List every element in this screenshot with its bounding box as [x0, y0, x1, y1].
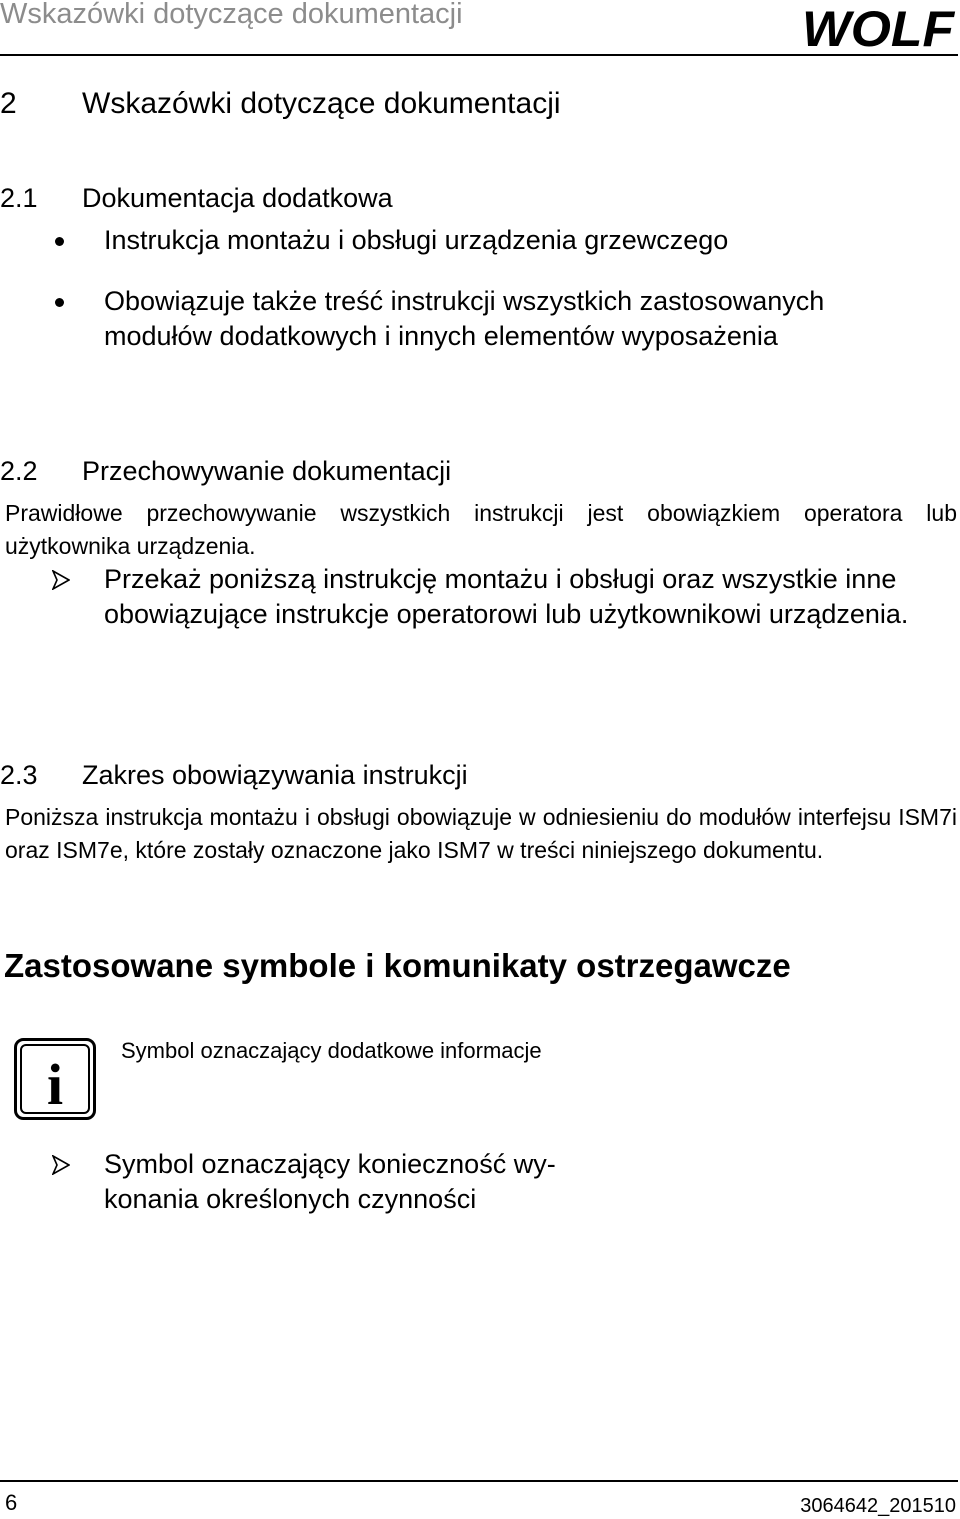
- arrowhead-icon: [52, 570, 70, 590]
- section-title: Zakres obowiązywania instrukcji: [82, 760, 468, 790]
- section-number: 2: [0, 87, 17, 120]
- action-symbol-description: Symbol oznaczający konieczność wy-konania określonych czynności: [104, 1149, 556, 1214]
- additional-docs-list: [0, 223, 958, 354]
- section-number: 2.1: [0, 183, 38, 213]
- svg-text:i: i: [46, 1052, 64, 1117]
- wolf-logo: [800, 2, 958, 52]
- action-text: Przekaż poniższą instrukcję montażu i obsługi oraz wszystkie inne obowiązujące instrukcje operatorowi lub użytkownikowi urządzenia.: [104, 564, 909, 629]
- list-item-text: Obowiązuje także treść instrukcji wszystkich zastosowanych modułów dodatkowych i innych elementów wyposażenia: [104, 286, 825, 351]
- footer-rule: [0, 1480, 958, 1482]
- action-symbol-row: [0, 1147, 958, 1217]
- section-title: Przechowywanie dokumentacji: [82, 456, 452, 486]
- storage-paragraph: Prawidłowe przechowywanie wszystkich instrukcji jest obowiązkiem operatora lub użytkownika urządzenia.: [5, 500, 957, 559]
- scope-paragraph: Poniższa instrukcja montażu i obsługi obowiązuje w odniesieniu do modułów interfejsu ISM7i oraz ISM7e, które zostały oznaczone jako ISM7 w treści niniejszego dokumentu.: [5, 804, 957, 863]
- section-2-1-heading: [0, 182, 958, 216]
- section-title: Wskazówki dotyczące dokumentacji: [82, 87, 561, 120]
- info-icon: [14, 1038, 96, 1120]
- section-2-3-heading: [0, 759, 958, 793]
- running-header-title: Wskazówki dotyczące dokumentacji: [0, 0, 463, 30]
- list-item-text: Instrukcja montażu i obsługi urządzenia grzewczego: [104, 225, 729, 255]
- info-symbol-description: Symbol oznaczający dodatkowe informacje: [121, 1038, 542, 1063]
- section-2-2-heading: [0, 455, 958, 489]
- action-item: [0, 562, 914, 632]
- section-title: Dokumentacja dodatkowa: [82, 183, 393, 213]
- list-item: [0, 284, 924, 354]
- arrowhead-icon: [52, 1155, 70, 1175]
- storage-action: [0, 562, 958, 632]
- action-item: [0, 1147, 624, 1217]
- bullet-icon: [55, 298, 64, 307]
- section-2-heading: [0, 86, 958, 126]
- header-rule: [0, 54, 958, 56]
- symbols-heading: Zastosowane symbole i komunikaty ostrzegawcze: [4, 947, 791, 984]
- section-number: 2.2: [0, 456, 38, 486]
- svg-text:WOLF: WOLF: [802, 2, 956, 52]
- list-item: [0, 223, 958, 258]
- section-number: 2.3: [0, 760, 38, 790]
- page-number: 6: [5, 1490, 18, 1515]
- document-code: 3064642_201510: [800, 1495, 956, 1517]
- bullet-icon: [55, 237, 64, 246]
